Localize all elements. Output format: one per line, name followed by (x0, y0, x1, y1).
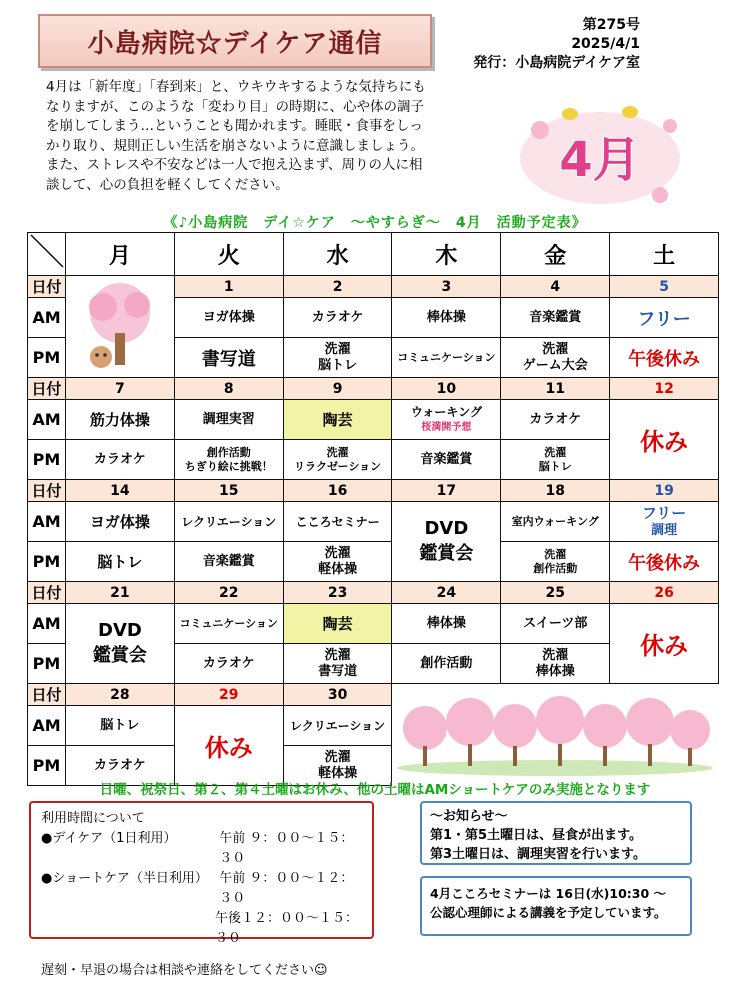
activity-cell: カラオケ (501, 400, 610, 440)
activity-calendar (27, 232, 719, 786)
activity-cell: DVD 鑑賞会 (392, 502, 501, 582)
activity-cell: 午後休み (610, 338, 719, 378)
slot-date-label: 日付 (28, 480, 66, 502)
activity-cell: 棒体操 (392, 298, 501, 338)
slot-am-label: AM (28, 706, 66, 746)
activity-cell: 創作活動 ちぎり絵に挑戦！ (174, 440, 283, 480)
date-cell: 12 (610, 378, 719, 400)
slot-am-label: AM (28, 298, 66, 338)
issue-date: 2025/4/1 (571, 36, 640, 52)
slot-date-label: 日付 (28, 276, 66, 298)
date-cell: 17 (392, 480, 501, 502)
holiday-cell: 休み (174, 706, 283, 786)
april-badge (510, 100, 690, 210)
activity-cell: 音楽鑑賞 (392, 440, 501, 480)
date-cell: 19 (610, 480, 719, 502)
holiday-note: 日曜、祝祭日、第２、第４土曜はお休み、他の土曜はAMショートケアのみ実施となります (99, 782, 651, 798)
date-cell: 25 (501, 582, 610, 604)
slot-am-label: AM (28, 502, 66, 542)
hours-footer: 遅刻・早退の場合は相談や連絡をしてください☺ (41, 963, 328, 978)
slot-am-label: AM (28, 604, 66, 644)
date-cell: 26 (610, 582, 719, 604)
date-cell: 14 (66, 480, 175, 502)
activity-cell: 音楽鑑賞 (174, 542, 283, 582)
date-cell: 8 (174, 378, 283, 400)
chick-icon (562, 108, 578, 120)
slot-pm-label: PM (28, 542, 66, 582)
activity-cell: レクリエーション (283, 706, 392, 746)
activity-cell: レクリエーション (174, 502, 283, 542)
date-cell: 28 (66, 684, 175, 706)
date-cell: 11 (501, 378, 610, 400)
date-cell: 23 (283, 582, 392, 604)
issue-number: 第275号 (582, 17, 640, 33)
activity-cell: 午後休み (610, 542, 719, 582)
date-cell: 1 (174, 276, 283, 298)
activity-cell: 筋力体操 (66, 400, 175, 440)
cherry-tree-illustration (66, 276, 175, 378)
newsletter-title: 小島病院☆デイケア通信 (87, 28, 383, 59)
activity-cell: 洗濯 リラクゼーション (283, 440, 392, 480)
weekday-sat: 土 (610, 233, 719, 276)
activity-cell: 調理実習 (174, 400, 283, 440)
activity-cell: フリー 調理 (610, 502, 719, 542)
diagonal-divider (29, 233, 65, 269)
corner-cell (28, 233, 66, 276)
activity-cell: コミュニケーション (174, 604, 283, 644)
notice-box (420, 801, 692, 865)
activity-cell: 洗濯 ゲーム大会 (501, 338, 610, 378)
activity-cell: 音楽鑑賞 (501, 298, 610, 338)
slot-date-label: 日付 (28, 582, 66, 604)
blossom-icon (663, 119, 677, 133)
slot-pm-label: PM (28, 440, 66, 480)
seminar-box (420, 876, 692, 936)
hours-row: ●デイケア（1日利用） 午前 ９：００～１５：３０ (41, 831, 354, 866)
issue-info (473, 16, 640, 73)
activity-cell: こころセミナー (283, 502, 392, 542)
activity-cell: カラオケ (66, 440, 175, 480)
activity-cell: カラオケ (283, 298, 392, 338)
activity-cell: 書写道 (174, 338, 283, 378)
slot-pm-label: PM (28, 746, 66, 786)
hours-box (29, 801, 374, 978)
badge-text: 4月 (559, 132, 641, 188)
activity-cell: ヨガ体操 (66, 502, 175, 542)
chick-icon (622, 106, 638, 118)
slot-am-label: AM (28, 400, 66, 440)
activity-cell: カラオケ (174, 644, 283, 684)
date-cell: 10 (392, 378, 501, 400)
date-cell: 3 (392, 276, 501, 298)
slot-pm-label: PM (28, 338, 66, 378)
slot-pm-label: PM (28, 644, 66, 684)
weekday-fri: 金 (501, 233, 610, 276)
activity-cell: 棒体操 (392, 604, 501, 644)
activity-cell: 陶芸 (283, 604, 392, 644)
activity-cell: 洗濯 棒体操 (501, 644, 610, 684)
hours-row: ●ショートケア（半日利用） 午前 ９：００～１２：３０ (41, 871, 354, 906)
date-cell: 7 (66, 378, 175, 400)
weekday-thu: 木 (392, 233, 501, 276)
seminar-line: 公認心理師による講義を予定しています。 (430, 905, 667, 920)
activity-cell: 創作活動 (392, 644, 501, 684)
slot-date-label: 日付 (28, 378, 66, 400)
weekday-wed: 水 (283, 233, 392, 276)
notice-line: 第1・第5土曜日は、昼食が出ます。 (430, 828, 643, 843)
date-cell: 22 (174, 582, 283, 604)
hours-heading: 利用時間について (41, 811, 145, 826)
date-cell: 24 (392, 582, 501, 604)
cherry-blossom-row-icon (395, 688, 715, 778)
activity-cell: 洗濯 軽体操 (283, 746, 392, 786)
weekday-tue: 火 (174, 233, 283, 276)
activity-cell: カラオケ (66, 746, 175, 786)
activity-cell: フリー (610, 298, 719, 338)
date-cell: 16 (283, 480, 392, 502)
date-cell: 29 (174, 684, 283, 706)
activity-cell: 洗濯 書写道 (283, 644, 392, 684)
date-cell: 15 (174, 480, 283, 502)
blossom-icon (652, 187, 668, 203)
cherry-tree-icon (75, 277, 165, 373)
date-cell: 21 (66, 582, 175, 604)
seminar-line: 4月こころセミナーは 16日(水)10:30 ～ (430, 886, 667, 901)
weekday-mon: 月 (66, 233, 175, 276)
activity-cell: 洗濯 脳トレ (283, 338, 392, 378)
activity-cell: DVD 鑑賞会 (66, 604, 175, 684)
activity-cell: 洗濯 創作活動 (501, 542, 610, 582)
activity-cell: スイーツ部 (501, 604, 610, 644)
activity-cell: 脳トレ (66, 542, 175, 582)
holiday-cell: 休み (610, 604, 719, 684)
activity-cell: 洗濯 軽体操 (283, 542, 392, 582)
schedule-title: 《♪小島病院 デイ☆ケア ～やすらぎ～ 4月 活動予定表》 (163, 215, 587, 231)
date-cell: 30 (283, 684, 392, 706)
date-cell: 18 (501, 480, 610, 502)
date-cell: 5 (610, 276, 719, 298)
date-cell: 9 (283, 378, 392, 400)
cherry-blossom-illustration (392, 684, 719, 786)
date-cell: 2 (283, 276, 392, 298)
holiday-cell: 休み (610, 400, 719, 480)
activity-cell: 洗濯 脳トレ (501, 440, 610, 480)
blossom-icon (531, 121, 549, 139)
activity-cell: ウォーキング 桜満開予想 (392, 400, 501, 440)
hours-row: 午後１２：００～１５：３０ (214, 911, 358, 946)
intro-paragraph: 4月は「新年度」「春到来」と、ウキウキするような気持ちにもなりますが、このような「変わり目」の時期に、心や体の調子を崩してしまう…ということも聞かれます。睡眠・食事をしっかり取り、規則正しい生活を崩さないように意識しましょう。また、ストレスや不安などは一人で抱え込まず、周りの人に相談して、心の負担を軽くしてください。 (46, 79, 426, 193)
activity-cell: コミュニケーション (392, 338, 501, 378)
newsletter-title-box (38, 14, 432, 68)
publisher: 発行：小島病院デイケア室 (473, 55, 640, 71)
date-cell: 4 (501, 276, 610, 298)
slot-date-label: 日付 (28, 684, 66, 706)
activity-cell: 脳トレ (66, 706, 175, 746)
notice-line: 第3土曜日は、調理実習を行います。 (430, 847, 647, 862)
notice-heading: ～お知らせ～ (430, 809, 508, 824)
activity-cell: 陶芸 (283, 400, 392, 440)
activity-cell: 室内ウォーキング (501, 502, 610, 542)
activity-cell: ヨガ体操 (174, 298, 283, 338)
